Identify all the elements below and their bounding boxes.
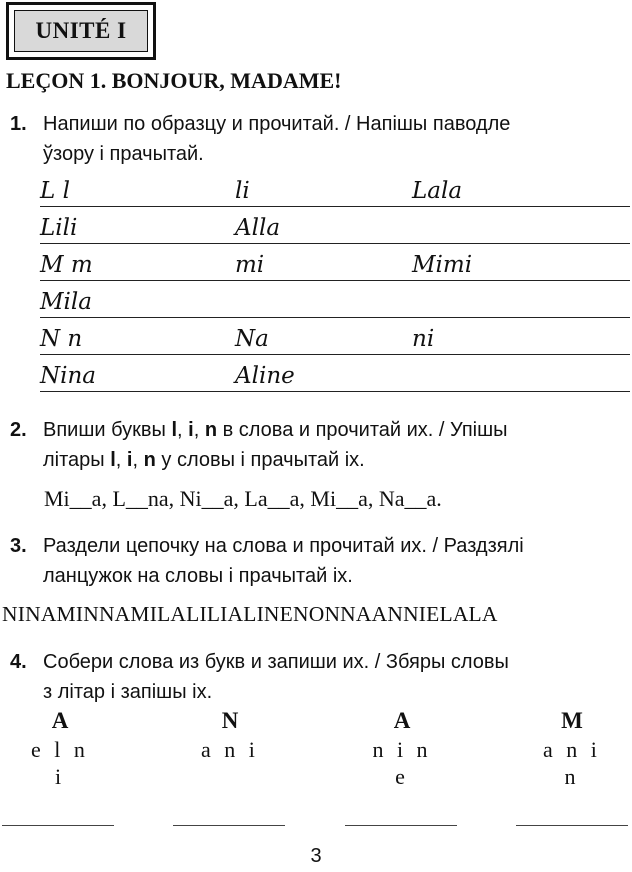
task-text-line: з літар і запішы іх. xyxy=(43,681,213,703)
handwriting-sample: Aline xyxy=(235,363,295,389)
answer-line[interactable] xyxy=(173,824,285,826)
letter-group xyxy=(170,706,290,763)
group-capital: A xyxy=(393,708,411,733)
page-number: 3 xyxy=(310,845,322,867)
letter-chain: NINAMINNAMILALILIALINENONNAANNIELALA xyxy=(2,602,498,626)
handwriting-row xyxy=(40,318,630,355)
letter-n: n xyxy=(204,419,218,441)
fill-word[interactable]: L__na, xyxy=(112,486,175,511)
handwriting-sample: Alla xyxy=(235,215,281,241)
handwriting-row xyxy=(40,355,630,392)
task-text-line xyxy=(43,445,632,475)
letter-group xyxy=(512,706,632,790)
handwriting-sample: li xyxy=(235,178,250,204)
group-letters: a n i xyxy=(201,737,259,762)
letter-i: i xyxy=(188,419,194,441)
task-text-line: Напиши по образцу и прочитай. / Напішы паводле xyxy=(43,113,511,135)
task-text: Впиши буквы xyxy=(43,419,172,441)
task-instructions xyxy=(43,531,632,591)
task-instructions xyxy=(43,647,632,707)
task-text: в слова и прочитай их. / Упішы xyxy=(217,419,508,441)
handwriting-sample: Mila xyxy=(40,289,92,315)
group-letters: a n i xyxy=(543,737,601,762)
task-text-line xyxy=(43,415,632,445)
letter-n: n xyxy=(143,449,156,471)
task-number: 1. xyxy=(10,113,27,135)
task-number: 3. xyxy=(10,535,27,557)
handwriting-row xyxy=(40,281,630,318)
group-letters: i xyxy=(54,764,66,789)
letter-l: l xyxy=(110,449,116,471)
unit-title: UNITÉ I xyxy=(35,18,127,43)
task-number: 2. xyxy=(10,419,27,441)
task-text-line: ўзору і прачытай. xyxy=(43,143,204,165)
handwriting-sample: M m xyxy=(40,252,93,278)
fill-word[interactable]: Mi__a, xyxy=(44,486,107,511)
handwriting-sample: mi xyxy=(235,252,265,278)
handwriting-sample: Na xyxy=(235,326,269,352)
handwriting-sample: Lala xyxy=(412,178,463,204)
group-capital: A xyxy=(51,708,69,733)
letter-i: i xyxy=(126,449,133,471)
handwriting-row xyxy=(40,207,630,244)
answer-line[interactable] xyxy=(516,824,628,826)
answer-line[interactable] xyxy=(345,824,457,826)
group-letters: n xyxy=(564,764,580,789)
handwriting-sample: Lili xyxy=(40,215,78,241)
group-capital: M xyxy=(561,708,583,733)
letter-group xyxy=(0,706,120,790)
task-text-line: Раздели цепочку на слова и прочитай их. / Раздзялі xyxy=(43,535,524,557)
task-text: літары xyxy=(43,449,111,471)
handwriting-sample: ni xyxy=(412,326,435,352)
answer-line[interactable] xyxy=(2,824,114,826)
task-text-line: Собери слова из букв и запиши их. / Збяры словы xyxy=(43,651,509,673)
group-letters: e xyxy=(395,764,409,789)
fill-word[interactable]: La__a, xyxy=(244,486,305,511)
task-text-line: ланцужок на словы і прачытай іх. xyxy=(43,565,353,587)
fill-in-words xyxy=(44,486,442,512)
group-capital: N xyxy=(221,708,239,733)
fill-word[interactable]: Na__a. xyxy=(378,486,442,511)
fill-word[interactable]: Mi__a, xyxy=(310,486,374,511)
group-letters: e l n xyxy=(31,737,89,762)
separator: , xyxy=(193,419,205,441)
letter-l: l xyxy=(171,419,177,441)
task-instructions xyxy=(43,109,632,169)
handwriting-sample: L l xyxy=(40,178,70,204)
separator: , xyxy=(132,449,144,471)
separator: , xyxy=(177,419,189,441)
letter-group xyxy=(342,706,462,790)
unit-header-box xyxy=(6,2,156,60)
letter-groups xyxy=(0,706,632,816)
separator: , xyxy=(115,449,127,471)
task-instructions xyxy=(43,415,632,475)
unit-header-inner xyxy=(14,10,148,52)
fill-word[interactable]: Ni__a, xyxy=(179,486,239,511)
handwriting-sample: Nina xyxy=(40,363,97,389)
handwriting-row xyxy=(40,170,630,207)
lesson-title: LEÇON 1. BONJOUR, MADAME! xyxy=(6,68,342,93)
handwriting-row xyxy=(40,244,630,281)
handwriting-sample: Mimi xyxy=(412,252,473,278)
task-number: 4. xyxy=(10,651,27,673)
task-text: у словы і прачытай іх. xyxy=(155,449,365,471)
handwriting-sample: N n xyxy=(40,326,83,352)
group-letters: n i n xyxy=(372,737,432,762)
